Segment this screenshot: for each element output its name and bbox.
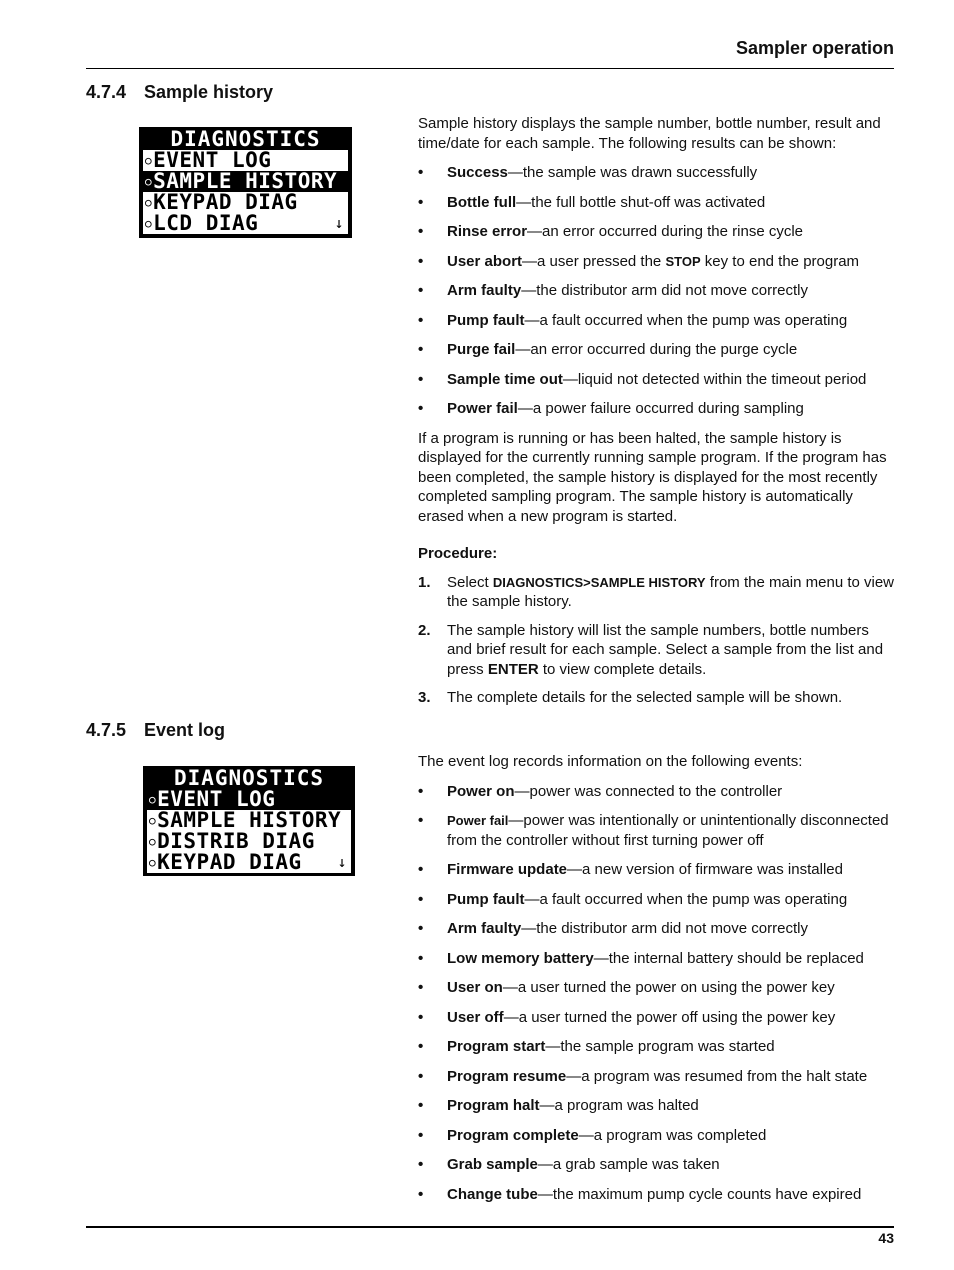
bullet-icon: •: [418, 193, 424, 211]
lcd-menu-item: ○ SAMPLE HISTORY: [147, 810, 351, 831]
bullet-item: [418, 811, 898, 850]
menu-path-diagnostics: DIAGNOSTICS: [492, 574, 584, 590]
bullet-icon: •: [418, 1156, 424, 1173]
section-number: 4.7.5: [86, 720, 127, 740]
bullet-item: [418, 1037, 898, 1057]
menu-bullet-icon: ○: [149, 793, 157, 806]
bullet-term: User off: [447, 1008, 504, 1026]
sample-history-text: [418, 114, 898, 717]
bullet-term: Arm faulty: [447, 920, 522, 937]
bullet-term: Program start: [447, 1038, 546, 1055]
bullet-term: Purge fail: [447, 341, 516, 358]
procedure-step: 1. Select DIAGNOSTICS>SAMPLE HISTORY from the main menu to view the sample history.: [418, 573, 895, 610]
stop-key-label: STOP: [665, 253, 701, 269]
bullet-item: [418, 978, 898, 998]
bullet-icon: •: [418, 949, 424, 967]
section-title: Event log: [144, 720, 226, 740]
bullet-item: [418, 281, 898, 301]
bullet-desc: —a fault occurred when the pump was operating: [524, 311, 848, 329]
bullet-icon: •: [418, 311, 424, 329]
bullet-icon: •: [418, 1008, 424, 1026]
bullet-icon: •: [418, 223, 424, 240]
bullet-desc: —the full bottle shut-off was activated: [516, 193, 766, 211]
bullet-icon: •: [418, 400, 424, 417]
section-number: 4.7.4: [86, 82, 127, 102]
event-log-intro: The event log records information on the following events:: [418, 753, 803, 770]
page-number: 43: [878, 1230, 894, 1246]
bullet-icon: •: [418, 812, 424, 829]
bullet-item: [418, 1096, 898, 1116]
menu-bullet-icon: ○: [145, 175, 153, 188]
lcd-menu-item: ○ LCD DIAG ↓: [143, 213, 348, 234]
sample-history-note: If a program is running or has been halted, the sample history is displayed for the currently running sample program. If the program has been completed, the sample history is displayed for the most recently completed sampling program. The sample history is automatically erased when a new program is started.: [418, 429, 887, 525]
bullet-icon: •: [418, 1126, 424, 1144]
lcd-menu-item: ○ SAMPLE HISTORY: [143, 171, 348, 192]
bullet-term: Program complete: [447, 1126, 579, 1144]
bullet-icon: •: [418, 1038, 424, 1055]
bullet-icon: •: [418, 282, 424, 299]
bullet-item: [418, 222, 898, 242]
menu-bullet-icon: ○: [145, 154, 153, 167]
bullet-item: [418, 949, 898, 969]
bullet-item: [418, 1008, 898, 1028]
bullet-icon: •: [418, 861, 424, 878]
bullet-term: Sample time out: [447, 370, 563, 388]
scroll-down-arrow-icon: ↓: [337, 853, 347, 871]
bullet-icon: •: [418, 920, 424, 937]
bullet-term: Success: [447, 164, 508, 181]
bullet-item: [418, 890, 898, 910]
menu-path-sample-history: SAMPLE HISTORY: [590, 574, 706, 590]
menu-bullet-icon: ○: [149, 856, 157, 869]
bullet-item: [418, 1185, 898, 1205]
bullet-desc: —a power failure occurred during sampling: [517, 400, 804, 417]
bullet-term: Power fail: [447, 400, 518, 417]
bullet-desc: key to end the program: [700, 252, 860, 270]
bullet-item: [418, 1126, 898, 1146]
bullet-term: Bottle full: [447, 193, 517, 211]
section-heading-event-log: [86, 720, 225, 741]
bullet-desc: —liquid not detected within the timeout period: [562, 370, 867, 388]
menu-bullet-icon: ○: [145, 217, 153, 230]
lcd-screen-event-log: [143, 766, 355, 876]
bullet-icon: •: [418, 1185, 424, 1203]
bullet-icon: •: [418, 341, 424, 358]
bullet-item: [418, 1155, 898, 1175]
bullet-item: [418, 1067, 898, 1087]
menu-bullet-icon: ○: [149, 814, 157, 827]
bullet-desc: —the sample program was started: [545, 1038, 775, 1055]
bullet-icon: •: [418, 164, 424, 181]
sample-history-intro: Sample history displays the sample number, bottle number, result and time/date for each sample. The following results can be shown:: [418, 115, 881, 152]
bullet-term: Power on: [447, 782, 515, 800]
bullet-desc: —a user turned the power off using the power key: [503, 1008, 836, 1026]
bullet-item: [418, 860, 898, 880]
lcd-screen-sample-history: [139, 127, 352, 238]
menu-bullet-icon: ○: [145, 196, 153, 209]
bullet-term: Pump fault: [447, 311, 525, 329]
running-header: Sampler operation: [735, 38, 894, 58]
bullet-term: Program resume: [447, 1067, 567, 1085]
bullet-desc: —a user pressed the: [522, 252, 666, 270]
bullet-desc: —the maximum pump cycle counts have expired: [537, 1185, 862, 1203]
menu-bullet-icon: ○: [149, 835, 157, 848]
section-heading-sample-history: [86, 82, 273, 103]
bullet-item: [418, 340, 898, 360]
bullet-desc: —an error occurred during the rinse cycle: [527, 223, 804, 240]
bullet-desc: —a user turned the power on using the power key: [502, 979, 835, 996]
lcd-menu-item: ○ DISTRIB DIAG: [147, 831, 351, 852]
bullet-item: [418, 163, 898, 183]
footer-rule: [86, 1226, 894, 1228]
bullet-term: Program halt: [447, 1097, 540, 1114]
lcd-menu-item: ○ KEYPAD DIAG: [143, 192, 348, 213]
bullet-desc: —the distributor arm did not move correctly: [521, 282, 808, 299]
event-log-text: [418, 752, 898, 1214]
bullet-desc: —a grab sample was taken: [537, 1156, 720, 1173]
lcd-menu-item: ○ EVENT LOG: [147, 789, 351, 810]
bullet-desc: —the sample was drawn successfully: [507, 164, 758, 181]
bullet-term: Power fail: [447, 813, 509, 828]
bullet-desc: —the distributor arm did not move correctly: [521, 920, 808, 937]
bullet-term: Rinse error: [447, 223, 528, 240]
bullet-term: Firmware update: [447, 861, 568, 878]
scroll-down-arrow-icon: ↓: [334, 214, 344, 232]
bullet-item: [418, 782, 898, 802]
bullet-icon: •: [418, 370, 424, 388]
bullet-term: User on: [447, 979, 503, 996]
lcd-menu-item: ○ EVENT LOG: [143, 150, 348, 171]
bullet-desc: —a fault occurred when the pump was operating: [524, 890, 848, 908]
bullet-icon: •: [418, 979, 424, 996]
bullet-desc: —power was intentionally or unintentionally disconnected from the controller without first turning power off: [447, 812, 889, 849]
bullet-desc: —power was connected to the controller: [514, 782, 783, 800]
bullet-icon: •: [418, 252, 424, 270]
lcd-title: DIAGNOSTICS: [170, 129, 321, 150]
lcd-title: DIAGNOSTICS: [173, 768, 325, 789]
bullet-icon: •: [418, 1097, 424, 1114]
bullet-term: Low memory battery: [447, 949, 594, 967]
bullet-term: Change tube: [447, 1185, 538, 1203]
header-rule: [86, 68, 894, 69]
bullet-desc: —the internal battery should be replaced: [593, 949, 864, 967]
bullet-item: [418, 919, 898, 939]
bullet-desc: —a program was halted: [539, 1097, 699, 1114]
bullet-icon: •: [418, 1067, 424, 1085]
section-title: Sample history: [144, 82, 274, 102]
results-list: [418, 163, 898, 419]
lcd-menu-item: ○ KEYPAD DIAG ↓: [147, 852, 351, 873]
bullet-item: [418, 193, 898, 213]
bullet-desc: —a program was completed: [578, 1126, 767, 1144]
bullet-item: [418, 370, 898, 390]
bullet-desc: —an error occurred during the purge cycle: [515, 341, 798, 358]
procedure-step: 3. The complete details for the selected sample will be shown.: [418, 689, 843, 706]
procedure-heading: Procedure:: [418, 545, 498, 562]
bullet-term: Arm faulty: [447, 282, 522, 299]
bullet-desc: —a new version of firmware was installed: [567, 861, 843, 878]
bullet-term: Pump fault: [447, 890, 525, 908]
bullet-item: [418, 311, 898, 331]
bullet-desc: —a program was resumed from the halt state: [566, 1067, 868, 1085]
bullet-item: [418, 252, 898, 272]
enter-key-label: ENTER: [487, 660, 539, 678]
bullet-icon: •: [418, 890, 424, 908]
procedure-step: 2. The sample history will list the sample numbers, bottle numbers and brief result for each sample. Select a sample from the list and press ENTER to view complete details.: [418, 621, 884, 678]
events-list: [418, 782, 898, 1205]
bullet-term: Grab sample: [447, 1156, 538, 1173]
bullet-term: User abort: [447, 252, 523, 270]
bullet-item: [418, 399, 898, 419]
bullet-icon: •: [418, 782, 424, 800]
